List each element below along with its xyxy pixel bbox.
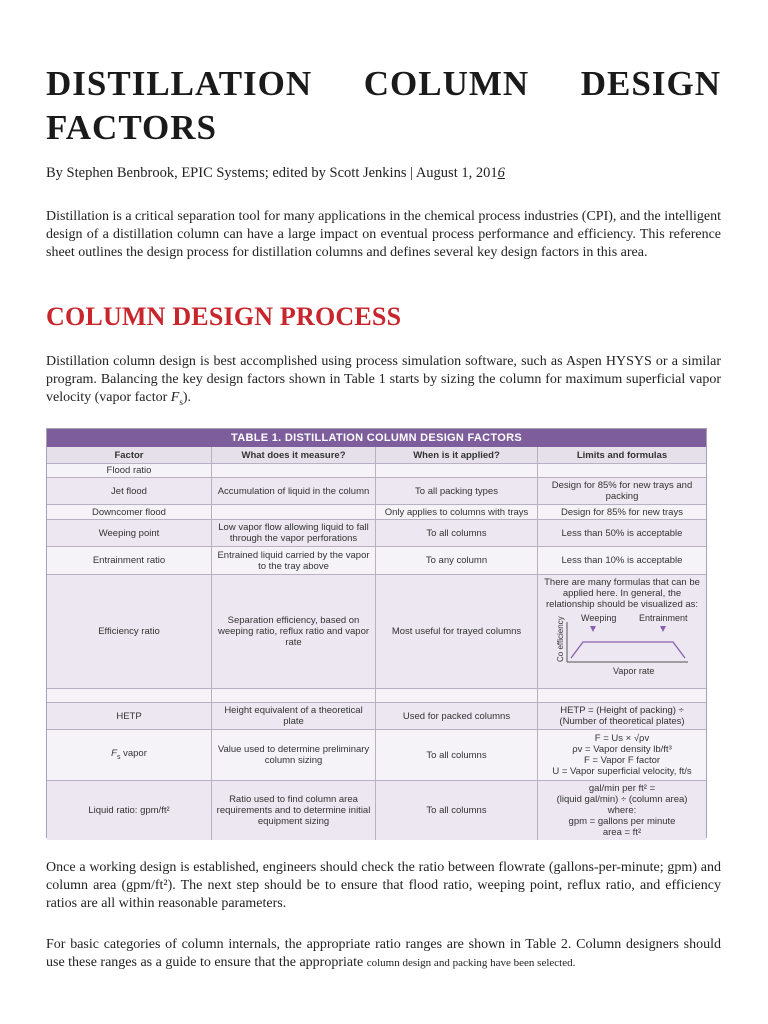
fs-sub: s <box>116 753 121 761</box>
table-cell <box>47 730 212 780</box>
table-cell: Design for 85% for new trays and packing <box>551 480 693 502</box>
table-row <box>47 547 706 575</box>
table-cell: To any column <box>376 547 538 574</box>
table-cell: Low vapor flow allowing liquid to fall through the vapor perforations <box>212 520 376 546</box>
para2-sub: s <box>179 396 183 407</box>
table-cell: Most useful for trayed columns <box>376 575 538 688</box>
title-line2: FACTORS <box>46 108 218 147</box>
table-cell: Jet flood <box>47 478 212 504</box>
design-process-paragraph <box>46 353 721 411</box>
table-row <box>47 464 706 478</box>
table-cell: Value used to determine preliminary column sizing <box>212 730 376 780</box>
table-row <box>47 781 706 840</box>
formula-line: U = Vapor superficial velocity, ft/s <box>552 766 692 777</box>
table-cell: Ratio used to find column area requirements and to determine initial equipment sizing <box>212 781 376 840</box>
table-cell: Used for packed columns <box>376 703 538 729</box>
design-factors-table <box>46 428 707 838</box>
table-cell <box>212 689 376 702</box>
title-word: DISTILLATION <box>46 64 313 103</box>
table-cell <box>212 505 376 519</box>
header-cell: What does it measure? <box>212 447 376 463</box>
table-cell: HETP <box>47 703 212 729</box>
ratio-ranges-paragraph <box>46 936 721 972</box>
table-row <box>47 689 706 703</box>
intro-paragraph: Distillation is a critical separation tool for many applications in the chemical process industries (CPI), and the intelligent design of a distillation column can have a large impact on eventual process performance and efficiency. This reference sheet outlines the design process for distillation columns and defines several key design factors in this area. <box>46 209 721 260</box>
table-cell: Entrained liquid carried by the vapor to the tray above <box>212 547 376 574</box>
table-row <box>47 478 706 505</box>
table-row <box>47 575 706 689</box>
header-cell: When is it applied? <box>376 447 538 463</box>
byline-text: By Stephen Benbrook, EPIC Systems; edited by Scott Jenkins | August 1, 201 <box>46 165 498 181</box>
table-cell: Downcomer flood <box>47 505 212 519</box>
formula-line: ρv = Vapor density lb/ft³ <box>572 744 672 755</box>
graph-entrainment-label: Entrainment <box>639 613 688 623</box>
title-word: COLUMN <box>363 64 530 103</box>
table-cell <box>538 781 706 840</box>
table-cell: Efficiency ratio <box>47 575 212 688</box>
byline <box>46 165 505 182</box>
table-cell: HETP = (Height of packing) ÷ (Number of theoretical plates) <box>559 705 685 727</box>
title-word: DESIGN <box>580 64 721 103</box>
formula-line: (liquid gal/min) ÷ (column area) <box>556 794 688 805</box>
fs-label: vapor <box>123 747 147 759</box>
efficiency-graph <box>543 612 701 678</box>
para2-end: ). <box>182 390 192 405</box>
formula-line: where: <box>607 805 637 816</box>
para4-text: For basic categories of column internals, the appropriate ratio ranges are shown in Table 2. Column designers should use these ranges as a guide to ensure that the appropriate <box>46 937 721 970</box>
table-row <box>47 703 706 730</box>
table-row <box>47 505 706 520</box>
table-cell: Weeping point <box>47 520 212 546</box>
section-heading: COLUMN DESIGN PROCESS <box>46 302 402 331</box>
table-row <box>47 730 706 781</box>
header-cell: Factor <box>47 447 212 463</box>
table-cell: Liquid ratio: gpm/ft² <box>47 781 212 840</box>
page-title <box>46 62 721 150</box>
formula-line: gal/min per ft² = <box>588 783 656 794</box>
graph-y-label: Co efficiency <box>556 616 565 662</box>
working-design-paragraph: Once a working design is established, engineers should check the ratio between flowrate (gallons-per-minute; gpm) and column area (gpm/ft²). The next step should be to ensure that flood ratio, weeping point, reflux ratio, and efficiency ratios are all within reasonable parameters. <box>46 860 721 911</box>
table-cell: Only applies to columns with trays <box>376 505 538 519</box>
header-cell: Limits and formulas <box>576 449 668 461</box>
table-cell: Height equivalent of a theoretical plate <box>212 703 376 729</box>
formula-line: gpm = gallons per minute <box>568 816 676 827</box>
fs-var: F <box>111 747 117 759</box>
table-cell <box>376 689 538 702</box>
table-cell: To all packing types <box>376 478 538 504</box>
table-cell: To all columns <box>376 520 538 546</box>
table-header-row <box>47 447 706 464</box>
table-cell: Design for 85% for new trays <box>561 506 683 518</box>
graph-weeping-label: Weeping <box>581 613 617 623</box>
fs-formula <box>552 733 691 777</box>
graph-x-label: Vapor rate <box>613 666 655 676</box>
formula-line: F = Us × √ρv <box>594 733 650 744</box>
table-caption: TABLE 1. DISTILLATION COLUMN DESIGN FACTORS <box>47 429 706 447</box>
table-cell: Accumulation of liquid in the column <box>212 478 376 504</box>
table-cell: Less than 50% is acceptable <box>561 527 683 539</box>
liquid-ratio-formula <box>557 783 688 838</box>
table-cell <box>212 464 376 477</box>
byline-date-link[interactable]: 6 <box>497 165 505 181</box>
table-cell: Flood ratio <box>47 464 212 477</box>
para4-small-text: column design and packing have been selected. <box>366 957 576 969</box>
table-cell: There are many formulas that can be applied here. In general, the relationship should be visualized as: <box>544 577 700 610</box>
table-cell <box>47 689 212 702</box>
table-row <box>47 520 706 547</box>
table-cell <box>538 464 706 477</box>
table-cell: Less than 10% is acceptable <box>561 555 683 566</box>
table-cell: Separation efficiency, based on weeping ratio, reflux ratio and vapor rate <box>212 575 376 688</box>
formula-line: area = ft² <box>602 827 642 838</box>
formula-line: F = Vapor F factor <box>583 755 661 766</box>
table-cell <box>538 689 706 702</box>
table-cell: To all columns <box>376 781 538 840</box>
table-cell: To all columns <box>376 730 538 780</box>
table-cell <box>376 464 538 477</box>
table-cell <box>538 730 706 780</box>
graph-curve <box>571 642 685 658</box>
para2-text: Distillation column design is best accomplished using process simulation software, such as Aspen HYSYS or a similar program. Balancing the key design factors shown in Table 1 starts by sizing the column for maximum superficial vapor velocity (vapor factor <box>46 354 721 405</box>
table-cell: Entrainment ratio <box>47 547 212 574</box>
weeping-arrow-icon <box>590 626 596 632</box>
entrainment-arrow-icon <box>660 626 666 632</box>
para2-var: F <box>170 390 180 405</box>
efficiency-cell <box>538 575 706 688</box>
